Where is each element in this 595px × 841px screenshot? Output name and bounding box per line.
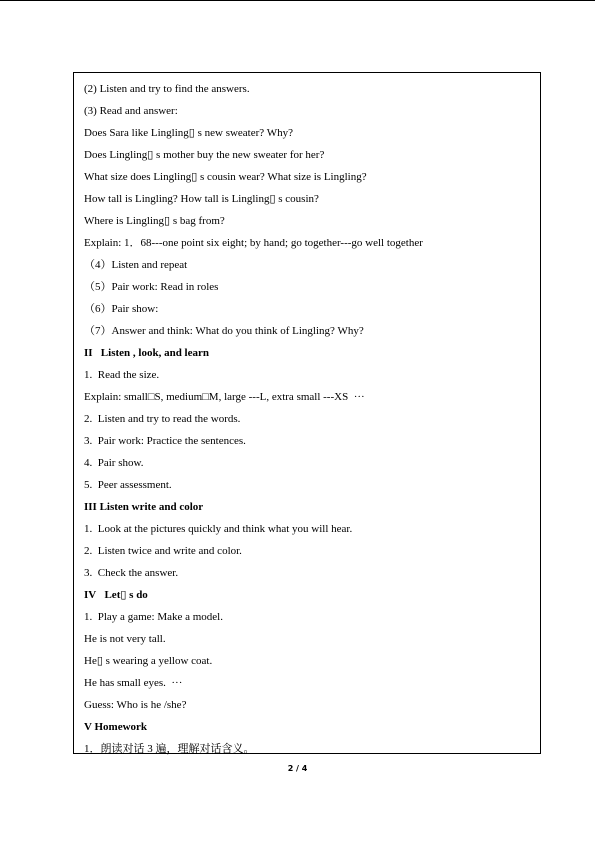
- lesson-content: [84, 78, 534, 760]
- text-line: 3. Pair work: Practice the sentences.: [84, 435, 246, 447]
- page-number: 2 / 4: [287, 764, 308, 773]
- text-line: 2. Listen and try to read the words.: [84, 413, 241, 425]
- text-line: （6）Pair show:: [84, 303, 159, 315]
- text-line: （5）Pair work: Read in roles: [84, 281, 219, 293]
- text-line: (3) Read and answer:: [84, 105, 178, 117]
- text-line: (2) Listen and try to find the answers.: [84, 83, 250, 95]
- top-rule: [0, 0, 595, 1]
- text-line: （4）Listen and repeat: [84, 259, 188, 271]
- text-line: 3. Check the answer.: [84, 567, 179, 579]
- text-line: He▯ s wearing a yellow coat.: [84, 655, 213, 667]
- section-heading: II Listen , look, and learn: [84, 347, 209, 359]
- text-line: Where is Lingling▯ s bag from?: [84, 215, 225, 227]
- text-line: （7）Answer and think: What do you think of Lingling? Why?: [84, 325, 364, 337]
- text-line: Does Sara like Lingling▯ s new sweater? Why?: [84, 127, 293, 139]
- text-line: 4. Pair show.: [84, 457, 144, 469]
- text-line: He has small eyes. ···: [84, 677, 183, 689]
- text-line: He is not very tall.: [84, 633, 166, 645]
- text-line: 1．朗读对话 3 遍，理解对话含义。: [84, 743, 255, 755]
- text-line: Does Lingling▯ s mother buy the new sweater for her?: [84, 149, 325, 161]
- text-line: How tall is Lingling? How tall is Lingling▯ s cousin?: [84, 193, 319, 205]
- text-line: 1. Look at the pictures quickly and think what you will hear.: [84, 523, 353, 535]
- text-line: Guess: Who is he /she?: [84, 699, 187, 711]
- section-heading: III Listen write and color: [84, 501, 204, 513]
- text-line: 5. Peer assessment.: [84, 479, 172, 491]
- text-line: Explain: small□S, medium□M, large ---L, extra small ---XS ···: [84, 391, 365, 403]
- section-heading: V Homework: [84, 721, 148, 733]
- section-heading: IV Let▯ s do: [84, 589, 148, 601]
- text-line: What size does Lingling▯ s cousin wear? What size is Lingling?: [84, 171, 367, 183]
- text-line: Explain: 1．68---one point six eight; by hand; go together---go well together: [84, 237, 423, 249]
- text-line: 1. Play a game: Make a model.: [84, 611, 223, 623]
- text-line: 1. Read the size.: [84, 369, 160, 381]
- text-line: 2. Listen twice and write and color.: [84, 545, 242, 557]
